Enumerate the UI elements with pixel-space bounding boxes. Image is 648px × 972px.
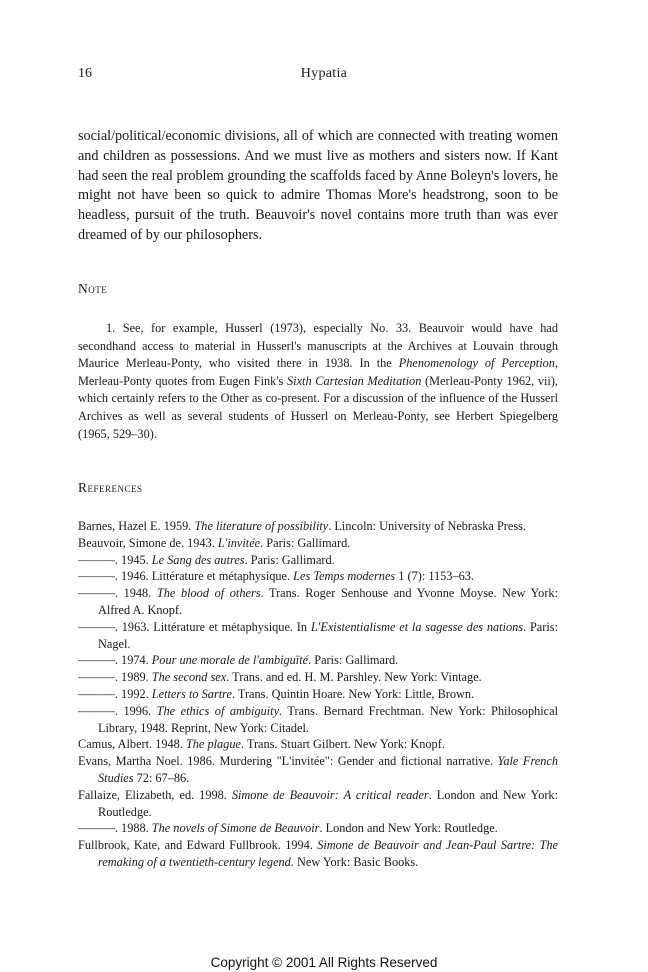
- reference-entry: [78, 669, 558, 686]
- ref-post: . Paris: Gallimard.: [260, 535, 351, 550]
- reference-entry: [78, 787, 558, 821]
- ref-title: Pour une morale de l'ambiguïté: [151, 653, 309, 668]
- ref-post: . Paris: Nagel.: [98, 619, 558, 651]
- reference-entry: [78, 820, 558, 837]
- reference-entry: [78, 753, 558, 787]
- ref-post: 1 (7): 1153–63.: [395, 569, 474, 584]
- ref-title: Le Sang des autres: [151, 552, 245, 567]
- ref-post: . London and New York: Routledge.: [98, 787, 559, 819]
- ref-pre: ———. 1974.: [78, 653, 152, 668]
- ref-pre: ———. 1996.: [78, 703, 157, 718]
- ref-post: . London and New York: Routledge.: [319, 821, 498, 836]
- ref-title: The ethics of ambiguity: [156, 703, 280, 718]
- note-text-3: (Merleau-Ponty 1962, vii), which certainly refers to the Other as co-present. For a discussion of the influence of the Husserl Archives as well as several students of Husserl on Merleau-Ponty, see Herbert Spiegelberg (1965, 529–30).: [78, 373, 558, 441]
- note-text-1: 1. See, for example, Husserl (1973), especially No. 33. Beauvoir would have had secondhand access to material in Husserl's manuscripts at the Archives at Louvain through Maurice Merleau-Ponty, who visited there in 1938. In the: [78, 321, 558, 371]
- ref-post: . Paris: Gallimard.: [244, 552, 335, 567]
- note-title-2: Sixth Cartesian Meditation: [287, 373, 422, 388]
- page-number: 16: [78, 66, 92, 81]
- ref-pre: Fullbrook, Kate, and Edward Fullbrook. 1994.: [78, 838, 318, 853]
- ref-pre: Camus, Albert. 1948.: [78, 737, 186, 752]
- reference-entry: [78, 535, 558, 552]
- note-paragraph: [78, 320, 558, 443]
- ref-title: Les Temps modernes: [293, 569, 396, 584]
- reference-entry: [78, 652, 558, 669]
- ref-title: L'Existentialisme et la sagesse des nations: [310, 619, 524, 634]
- note-title-1: Phenomenology of Perception: [398, 356, 555, 371]
- ref-title: L'invitée: [217, 535, 261, 550]
- reference-entry: [78, 619, 558, 653]
- note-text-2: , Merleau-Ponty quotes from Eugen Fink's: [78, 356, 558, 388]
- reference-entry: [78, 568, 558, 585]
- ref-pre: ———. 1992.: [78, 686, 152, 701]
- ref-pre: Barnes, Hazel E. 1959.: [78, 519, 195, 533]
- ref-post: . New York: Basic Books.: [290, 854, 419, 869]
- ref-post: 72: 67–86.: [133, 770, 190, 785]
- ref-post: . Trans. and ed. H. M. Parshley. New York: Vintage.: [226, 670, 482, 685]
- ref-post: . Paris: Gallimard.: [308, 653, 399, 668]
- references-list: [78, 518, 558, 871]
- ref-title: The novels of Simone de Beauvoir: [151, 821, 320, 836]
- ref-pre: Fallaize, Elizabeth, ed. 1998.: [78, 787, 232, 802]
- ref-pre: ———. 1988.: [78, 821, 152, 836]
- ref-title: The blood of others: [156, 586, 261, 601]
- running-title: Hypatia: [300, 66, 348, 81]
- note-text: [78, 320, 558, 443]
- ref-pre: ———. 1945.: [78, 552, 152, 567]
- reference-entry: [78, 518, 558, 535]
- ref-pre: ———. 1989.: [78, 670, 152, 685]
- ref-title: The literature of possibility: [194, 519, 329, 533]
- body-paragraph: social/political/economic divisions, all of which are connected with treating women and children as possessions. And we must live as mothers and sisters now. If Kant had seen the real problem grounding the scaffolds faced by Anne Boleyn's lovers, he might not have been so quick to admire Thomas More's headstrong, soon to be headless, pursuit of the truth. Beauvoir's novel contains more truth than was ever dreamed of by our philosophers.: [78, 128, 558, 243]
- copyright-footer: Copyright © 2001 All Rights Reserved: [210, 955, 438, 970]
- note-heading: Note: [78, 281, 108, 296]
- ref-pre: Beauvoir, Simone de. 1943.: [78, 535, 218, 550]
- reference-entry: [78, 585, 558, 619]
- reference-entry: [78, 837, 558, 871]
- ref-pre: Evans, Martha Noel. 1986. Murdering "L'invitée": Gender and fictional narrative.: [78, 754, 498, 769]
- ref-post: . Trans. Stuart Gilbert. New York: Knopf.: [240, 737, 445, 752]
- ref-post: . Trans. Quintin Hoare. New York: Little, Brown.: [231, 686, 475, 701]
- ref-title: The second sex: [151, 670, 227, 685]
- ref-title: Simone de Beauvoir and Jean-Paul Sartre: The remaking of a twentieth-century legend: [98, 838, 558, 869]
- ref-title: Simone de Beauvoir: A critical reader: [231, 787, 429, 802]
- ref-title: The plague: [185, 737, 241, 752]
- reference-entry: [78, 736, 558, 753]
- ref-post: . Lincoln: University of Nebraska Press.: [328, 519, 526, 533]
- ref-title: Letters to Sartre: [151, 686, 232, 701]
- references-heading: References: [78, 480, 143, 495]
- reference-entry: [78, 552, 558, 569]
- ref-post: . Trans. Bernard Frechtman. New York: Philosophical Library, 1948. Reprint, New York: Citadel.: [98, 703, 558, 735]
- ref-pre: ———. 1963. Littérature et métaphysique. In: [78, 619, 311, 634]
- ref-pre: ———. 1946. Littérature et métaphysique.: [78, 569, 294, 584]
- ref-title: Yale French Studies: [98, 754, 558, 785]
- reference-entry: [78, 703, 558, 737]
- ref-pre: ———. 1948.: [78, 586, 157, 601]
- reference-entry: [78, 686, 558, 703]
- ref-post: . Trans. Roger Senhouse and Yvonne Moyse. New York: Alfred A. Knopf.: [98, 586, 558, 617]
